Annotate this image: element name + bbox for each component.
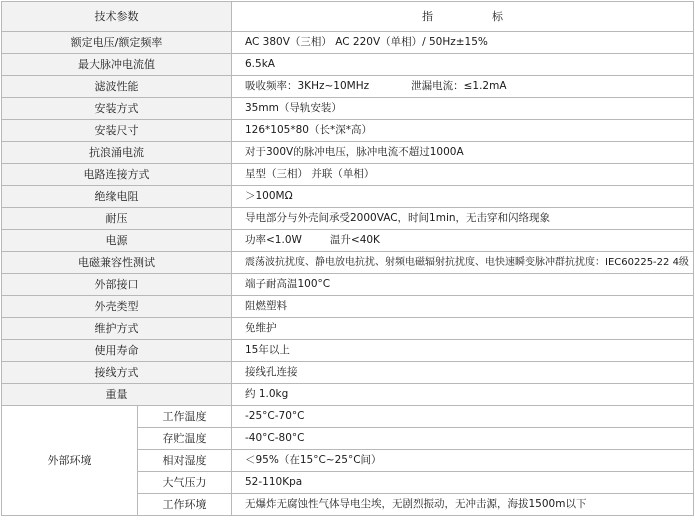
- env-item-value: -40°C-80°C: [232, 428, 694, 450]
- leakage-current: 泄漏电流：≤1.2mA: [411, 80, 507, 92]
- table-row: [2, 318, 694, 340]
- table-row: [2, 340, 694, 362]
- row-name: 耐压: [2, 208, 232, 230]
- row-value: 星型（三相） 并联（单相）: [232, 164, 694, 186]
- table-header-row: [2, 2, 694, 32]
- row-name: 电路连接方式: [2, 164, 232, 186]
- table-row: [2, 32, 694, 54]
- row-name: 外壳类型: [2, 296, 232, 318]
- row-value: [232, 230, 694, 252]
- temperature-rise: 温升<40K: [329, 234, 380, 246]
- row-value: 约 1.0kg: [232, 384, 694, 406]
- env-item-value: 52-110Kpa: [232, 472, 694, 494]
- row-name: 使用寿命: [2, 340, 232, 362]
- table-row: [2, 120, 694, 142]
- table-row: [2, 362, 694, 384]
- row-name: 额定电压/额定频率: [2, 32, 232, 54]
- table-row: [2, 164, 694, 186]
- table-row: [2, 76, 694, 98]
- header-param: 技术参数: [2, 2, 232, 32]
- row-name: 最大脉冲电流值: [2, 54, 232, 76]
- env-item-value: 无爆炸无腐蚀性气体导电尘埃，无剧烈振动，无冲击源，海拔1500m以下: [232, 494, 694, 516]
- row-value: 15年以上: [232, 340, 694, 362]
- row-name: 滤波性能: [2, 76, 232, 98]
- row-name: 安装方式: [2, 98, 232, 120]
- row-name: 安装尺寸: [2, 120, 232, 142]
- row-value: 35mm（导轨安装）: [232, 98, 694, 120]
- row-name: 电源: [2, 230, 232, 252]
- header-value: 指 标: [232, 2, 694, 32]
- table-row: [2, 384, 694, 406]
- env-row: [2, 406, 694, 428]
- row-name: 接线方式: [2, 362, 232, 384]
- table-row: [2, 98, 694, 120]
- row-value: 端子耐高温100°C: [232, 274, 694, 296]
- table-row: [2, 274, 694, 296]
- table-row: [2, 252, 694, 274]
- env-item-name: 大气压力: [138, 472, 232, 494]
- env-item-name: 工作环境: [138, 494, 232, 516]
- env-item-name: 相对湿度: [138, 450, 232, 472]
- row-name: 抗浪涌电流: [2, 142, 232, 164]
- row-value: 对于300V的脉冲电压，脉冲电流不超过1000A: [232, 142, 694, 164]
- env-item-value: ＜95%（在15°C~25°C间）: [232, 450, 694, 472]
- row-name: 绝缘电阻: [2, 186, 232, 208]
- row-value: 126*105*80（长*深*高）: [232, 120, 694, 142]
- row-name: 维护方式: [2, 318, 232, 340]
- row-value: [232, 76, 694, 98]
- row-value: 接线孔连接: [232, 362, 694, 384]
- env-item-value: -25°C-70°C: [232, 406, 694, 428]
- row-value: 免维护: [232, 318, 694, 340]
- table-row: [2, 296, 694, 318]
- absorb-frequency: 吸收频率：3KHz~10MHz: [245, 80, 370, 92]
- row-value: 导电部分与外壳间承受2000VAC，时间1min，无击穿和闪络现象: [232, 208, 694, 230]
- power: 功率<1.0W: [245, 234, 302, 246]
- row-value: 阻燃塑料: [232, 296, 694, 318]
- table-row: [2, 54, 694, 76]
- table-row: [2, 186, 694, 208]
- env-item-name: 工作温度: [138, 406, 232, 428]
- row-name: 外部接口: [2, 274, 232, 296]
- table-row: [2, 230, 694, 252]
- table-row: [2, 208, 694, 230]
- table-row: [2, 142, 694, 164]
- row-value: 6.5kA: [232, 54, 694, 76]
- env-item-name: 存贮温度: [138, 428, 232, 450]
- row-value: 震荡波抗扰度、静电放电抗扰、射频电磁辐射抗扰度、电快速瞬变脉冲群抗扰度：IEC60225-22 4级: [232, 252, 694, 274]
- row-value: AC 380V（三相） AC 220V（单相）/ 50Hz±15%: [232, 32, 694, 54]
- environment-label: 外部环境: [2, 406, 138, 516]
- row-name: 电磁兼容性测试: [2, 252, 232, 274]
- row-value: ＞100MΩ: [232, 186, 694, 208]
- row-name: 重量: [2, 384, 232, 406]
- spec-table: [1, 1, 694, 516]
